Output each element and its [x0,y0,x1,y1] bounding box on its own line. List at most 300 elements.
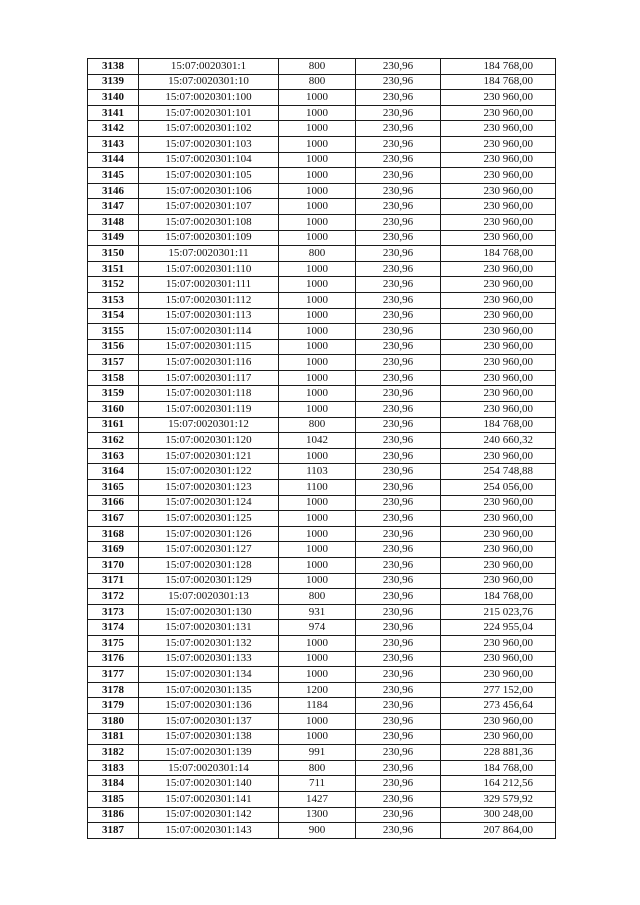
cadastral-number-cell: 15:07:0020301:125 [139,511,279,527]
row-number-cell: 3150 [88,246,139,262]
total-value-cell: 254 056,00 [441,480,556,496]
row-number-cell: 3173 [88,604,139,620]
table-row [88,745,556,761]
table-row [88,635,556,651]
row-number-cell: 3151 [88,261,139,277]
unit-value-cell: 230,96 [356,402,441,418]
cadastral-number-cell: 15:07:0020301:141 [139,791,279,807]
area-cell: 1427 [279,791,356,807]
area-cell: 1100 [279,480,356,496]
table-row [88,526,556,542]
row-number-cell: 3146 [88,183,139,199]
total-value-cell: 184 768,00 [441,246,556,262]
total-value-cell: 164 212,56 [441,776,556,792]
area-cell: 1000 [279,402,356,418]
unit-value-cell: 230,96 [356,246,441,262]
area-cell: 1000 [279,261,356,277]
unit-value-cell: 230,96 [356,59,441,75]
table-row [88,59,556,75]
area-cell: 800 [279,417,356,433]
total-value-cell: 230 960,00 [441,136,556,152]
area-cell: 1000 [279,667,356,683]
table-row [88,136,556,152]
row-number-cell: 3144 [88,152,139,168]
table-row [88,620,556,636]
cadastral-number-cell: 15:07:0020301:137 [139,713,279,729]
area-cell: 1000 [279,230,356,246]
area-cell: 1000 [279,152,356,168]
unit-value-cell: 230,96 [356,90,441,106]
total-value-cell: 230 960,00 [441,355,556,371]
total-value-cell: 230 960,00 [441,386,556,402]
area-cell: 1000 [279,136,356,152]
table-row [88,651,556,667]
total-value-cell: 230 960,00 [441,558,556,574]
row-number-cell: 3180 [88,713,139,729]
unit-value-cell: 230,96 [356,292,441,308]
row-number-cell: 3170 [88,558,139,574]
cadastral-number-cell: 15:07:0020301:101 [139,105,279,121]
row-number-cell: 3163 [88,448,139,464]
unit-value-cell: 230,96 [356,807,441,823]
row-number-cell: 3181 [88,729,139,745]
table-row [88,807,556,823]
unit-value-cell: 230,96 [356,526,441,542]
unit-value-cell: 230,96 [356,74,441,90]
row-number-cell: 3153 [88,292,139,308]
row-number-cell: 3164 [88,464,139,480]
unit-value-cell: 230,96 [356,105,441,121]
unit-value-cell: 230,96 [356,121,441,137]
table-row [88,604,556,620]
total-value-cell: 230 960,00 [441,292,556,308]
total-value-cell: 230 960,00 [441,199,556,215]
area-cell: 1000 [279,277,356,293]
row-number-cell: 3155 [88,324,139,340]
table-row [88,542,556,558]
total-value-cell: 230 960,00 [441,121,556,137]
area-cell: 800 [279,589,356,605]
cadastral-number-cell: 15:07:0020301:129 [139,573,279,589]
total-value-cell: 230 960,00 [441,635,556,651]
row-number-cell: 3140 [88,90,139,106]
total-value-cell: 230 960,00 [441,667,556,683]
cadastral-number-cell: 15:07:0020301:143 [139,823,279,839]
row-number-cell: 3172 [88,589,139,605]
unit-value-cell: 230,96 [356,667,441,683]
unit-value-cell: 230,96 [356,760,441,776]
area-cell: 1000 [279,370,356,386]
unit-value-cell: 230,96 [356,620,441,636]
row-number-cell: 3149 [88,230,139,246]
area-cell: 711 [279,776,356,792]
area-cell: 900 [279,823,356,839]
area-cell: 1000 [279,386,356,402]
unit-value-cell: 230,96 [356,464,441,480]
total-value-cell: 300 248,00 [441,807,556,823]
unit-value-cell: 230,96 [356,542,441,558]
area-cell: 1184 [279,698,356,714]
cadastral-number-cell: 15:07:0020301:124 [139,495,279,511]
area-cell: 1000 [279,90,356,106]
cadastral-number-cell: 15:07:0020301:108 [139,214,279,230]
table-row [88,480,556,496]
cadastral-number-cell: 15:07:0020301:107 [139,199,279,215]
cadastral-number-cell: 15:07:0020301:139 [139,745,279,761]
unit-value-cell: 230,96 [356,214,441,230]
unit-value-cell: 230,96 [356,791,441,807]
total-value-cell: 230 960,00 [441,168,556,184]
unit-value-cell: 230,96 [356,230,441,246]
total-value-cell: 215 023,76 [441,604,556,620]
row-number-cell: 3156 [88,339,139,355]
cadastral-number-cell: 15:07:0020301:126 [139,526,279,542]
area-cell: 1042 [279,433,356,449]
unit-value-cell: 230,96 [356,168,441,184]
row-number-cell: 3179 [88,698,139,714]
cadastral-number-cell: 15:07:0020301:117 [139,370,279,386]
unit-value-cell: 230,96 [356,339,441,355]
total-value-cell: 277 152,00 [441,682,556,698]
cadastral-number-cell: 15:07:0020301:118 [139,386,279,402]
total-value-cell: 230 960,00 [441,90,556,106]
total-value-cell: 230 960,00 [441,511,556,527]
total-value-cell: 230 960,00 [441,230,556,246]
table-row [88,183,556,199]
total-value-cell: 184 768,00 [441,417,556,433]
total-value-cell: 184 768,00 [441,74,556,90]
area-cell: 1000 [279,495,356,511]
total-value-cell: 230 960,00 [441,324,556,340]
cadastral-number-cell: 15:07:0020301:121 [139,448,279,464]
cadastral-number-cell: 15:07:0020301:109 [139,230,279,246]
table-row [88,589,556,605]
area-cell: 1000 [279,448,356,464]
cadastral-number-cell: 15:07:0020301:10 [139,74,279,90]
table-row [88,729,556,745]
table-row [88,355,556,371]
table-row [88,324,556,340]
area-cell: 931 [279,604,356,620]
area-cell: 974 [279,620,356,636]
table-row [88,199,556,215]
area-cell: 1000 [279,183,356,199]
row-number-cell: 3147 [88,199,139,215]
area-cell: 800 [279,74,356,90]
table-row [88,105,556,121]
row-number-cell: 3159 [88,386,139,402]
unit-value-cell: 230,96 [356,635,441,651]
unit-value-cell: 230,96 [356,604,441,620]
cadastral-number-cell: 15:07:0020301:100 [139,90,279,106]
table-row [88,448,556,464]
area-cell: 800 [279,246,356,262]
unit-value-cell: 230,96 [356,776,441,792]
cadastral-number-cell: 15:07:0020301:122 [139,464,279,480]
cadastral-number-cell: 15:07:0020301:113 [139,308,279,324]
table-row [88,246,556,262]
total-value-cell: 230 960,00 [441,495,556,511]
unit-value-cell: 230,96 [356,589,441,605]
cadastral-number-cell: 15:07:0020301:138 [139,729,279,745]
row-number-cell: 3167 [88,511,139,527]
table-row [88,667,556,683]
cadastral-number-cell: 15:07:0020301:102 [139,121,279,137]
total-value-cell: 184 768,00 [441,589,556,605]
area-cell: 1000 [279,292,356,308]
unit-value-cell: 230,96 [356,277,441,293]
unit-value-cell: 230,96 [356,682,441,698]
row-number-cell: 3183 [88,760,139,776]
row-number-cell: 3143 [88,136,139,152]
area-cell: 1000 [279,105,356,121]
area-cell: 991 [279,745,356,761]
cadastral-number-cell: 15:07:0020301:132 [139,635,279,651]
total-value-cell: 329 579,92 [441,791,556,807]
area-cell: 1000 [279,511,356,527]
row-number-cell: 3161 [88,417,139,433]
row-number-cell: 3145 [88,168,139,184]
row-number-cell: 3160 [88,402,139,418]
row-number-cell: 3148 [88,214,139,230]
total-value-cell: 230 960,00 [441,526,556,542]
table-row [88,823,556,839]
total-value-cell: 230 960,00 [441,105,556,121]
area-cell: 1000 [279,542,356,558]
table-row [88,214,556,230]
cadastral-number-cell: 15:07:0020301:119 [139,402,279,418]
area-cell: 1000 [279,526,356,542]
row-number-cell: 3169 [88,542,139,558]
area-cell: 1000 [279,339,356,355]
total-value-cell: 230 960,00 [441,152,556,168]
area-cell: 1000 [279,121,356,137]
total-value-cell: 230 960,00 [441,542,556,558]
total-value-cell: 207 864,00 [441,823,556,839]
area-cell: 1103 [279,464,356,480]
row-number-cell: 3185 [88,791,139,807]
total-value-cell: 184 768,00 [441,59,556,75]
table-row [88,495,556,511]
total-value-cell: 230 960,00 [441,402,556,418]
cadastral-number-cell: 15:07:0020301:111 [139,277,279,293]
total-value-cell: 230 960,00 [441,261,556,277]
area-cell: 1000 [279,713,356,729]
total-value-cell: 230 960,00 [441,729,556,745]
row-number-cell: 3182 [88,745,139,761]
table-row [88,433,556,449]
row-number-cell: 3186 [88,807,139,823]
table-row [88,74,556,90]
table-row [88,558,556,574]
table-row [88,121,556,137]
cadastral-number-cell: 15:07:0020301:14 [139,760,279,776]
cadastral-number-cell: 15:07:0020301:112 [139,292,279,308]
cadastral-number-cell: 15:07:0020301:120 [139,433,279,449]
row-number-cell: 3141 [88,105,139,121]
area-cell: 1300 [279,807,356,823]
table-row [88,308,556,324]
total-value-cell: 230 960,00 [441,651,556,667]
table-row [88,277,556,293]
table-row [88,760,556,776]
total-value-cell: 230 960,00 [441,713,556,729]
unit-value-cell: 230,96 [356,261,441,277]
cadastral-value-table [87,58,556,839]
unit-value-cell: 230,96 [356,136,441,152]
row-number-cell: 3174 [88,620,139,636]
unit-value-cell: 230,96 [356,183,441,199]
unit-value-cell: 230,96 [356,355,441,371]
cadastral-number-cell: 15:07:0020301:12 [139,417,279,433]
row-number-cell: 3166 [88,495,139,511]
cadastral-number-cell: 15:07:0020301:105 [139,168,279,184]
total-value-cell: 254 748,88 [441,464,556,480]
row-number-cell: 3158 [88,370,139,386]
unit-value-cell: 230,96 [356,308,441,324]
row-number-cell: 3138 [88,59,139,75]
unit-value-cell: 230,96 [356,495,441,511]
area-cell: 1000 [279,214,356,230]
table-row [88,464,556,480]
table-row [88,682,556,698]
area-cell: 1000 [279,635,356,651]
cadastral-number-cell: 15:07:0020301:123 [139,480,279,496]
unit-value-cell: 230,96 [356,698,441,714]
cadastral-number-cell: 15:07:0020301:114 [139,324,279,340]
row-number-cell: 3171 [88,573,139,589]
total-value-cell: 230 960,00 [441,277,556,293]
unit-value-cell: 230,96 [356,511,441,527]
row-number-cell: 3187 [88,823,139,839]
total-value-cell: 230 960,00 [441,573,556,589]
table-row [88,573,556,589]
unit-value-cell: 230,96 [356,199,441,215]
cadastral-number-cell: 15:07:0020301:134 [139,667,279,683]
area-cell: 1000 [279,573,356,589]
unit-value-cell: 230,96 [356,651,441,667]
area-cell: 800 [279,760,356,776]
cadastral-number-cell: 15:07:0020301:127 [139,542,279,558]
cadastral-number-cell: 15:07:0020301:103 [139,136,279,152]
table-row [88,698,556,714]
unit-value-cell: 230,96 [356,324,441,340]
total-value-cell: 224 955,04 [441,620,556,636]
unit-value-cell: 230,96 [356,370,441,386]
table-row [88,152,556,168]
unit-value-cell: 230,96 [356,558,441,574]
unit-value-cell: 230,96 [356,713,441,729]
unit-value-cell: 230,96 [356,433,441,449]
unit-value-cell: 230,96 [356,386,441,402]
cadastral-number-cell: 15:07:0020301:142 [139,807,279,823]
area-cell: 1000 [279,308,356,324]
area-cell: 1000 [279,558,356,574]
table-row [88,791,556,807]
row-number-cell: 3152 [88,277,139,293]
cadastral-number-cell: 15:07:0020301:110 [139,261,279,277]
total-value-cell: 184 768,00 [441,760,556,776]
total-value-cell: 228 881,36 [441,745,556,761]
table-row [88,402,556,418]
unit-value-cell: 230,96 [356,480,441,496]
total-value-cell: 230 960,00 [441,308,556,324]
area-cell: 1000 [279,651,356,667]
area-cell: 1000 [279,168,356,184]
cadastral-number-cell: 15:07:0020301:13 [139,589,279,605]
unit-value-cell: 230,96 [356,745,441,761]
table-row [88,417,556,433]
table-row [88,168,556,184]
cadastral-number-cell: 15:07:0020301:104 [139,152,279,168]
cadastral-number-cell: 15:07:0020301:128 [139,558,279,574]
area-cell: 1000 [279,729,356,745]
row-number-cell: 3157 [88,355,139,371]
table-row [88,386,556,402]
row-number-cell: 3165 [88,480,139,496]
area-cell: 1000 [279,199,356,215]
area-cell: 800 [279,59,356,75]
cadastral-number-cell: 15:07:0020301:136 [139,698,279,714]
cadastral-number-cell: 15:07:0020301:130 [139,604,279,620]
total-value-cell: 230 960,00 [441,214,556,230]
unit-value-cell: 230,96 [356,573,441,589]
cadastral-number-cell: 15:07:0020301:140 [139,776,279,792]
area-cell: 1200 [279,682,356,698]
area-cell: 1000 [279,324,356,340]
cadastral-number-cell: 15:07:0020301:11 [139,246,279,262]
row-number-cell: 3177 [88,667,139,683]
total-value-cell: 230 960,00 [441,448,556,464]
cadastral-number-cell: 15:07:0020301:135 [139,682,279,698]
cadastral-number-cell: 15:07:0020301:133 [139,651,279,667]
total-value-cell: 230 960,00 [441,370,556,386]
cadastral-number-cell: 15:07:0020301:115 [139,339,279,355]
row-number-cell: 3176 [88,651,139,667]
row-number-cell: 3139 [88,74,139,90]
row-number-cell: 3154 [88,308,139,324]
row-number-cell: 3168 [88,526,139,542]
total-value-cell: 240 660,32 [441,433,556,449]
unit-value-cell: 230,96 [356,448,441,464]
table-row [88,339,556,355]
table-row [88,713,556,729]
area-cell: 1000 [279,355,356,371]
cadastral-number-cell: 15:07:0020301:1 [139,59,279,75]
row-number-cell: 3178 [88,682,139,698]
table-body [88,59,556,839]
table-row [88,261,556,277]
cadastral-number-cell: 15:07:0020301:131 [139,620,279,636]
table-row [88,370,556,386]
table-row [88,776,556,792]
cadastral-number-cell: 15:07:0020301:116 [139,355,279,371]
total-value-cell: 230 960,00 [441,183,556,199]
row-number-cell: 3142 [88,121,139,137]
row-number-cell: 3184 [88,776,139,792]
table-row [88,292,556,308]
unit-value-cell: 230,96 [356,729,441,745]
unit-value-cell: 230,96 [356,417,441,433]
cadastral-number-cell: 15:07:0020301:106 [139,183,279,199]
total-value-cell: 273 456,64 [441,698,556,714]
unit-value-cell: 230,96 [356,823,441,839]
total-value-cell: 230 960,00 [441,339,556,355]
table-row [88,230,556,246]
table-row [88,90,556,106]
unit-value-cell: 230,96 [356,152,441,168]
row-number-cell: 3175 [88,635,139,651]
